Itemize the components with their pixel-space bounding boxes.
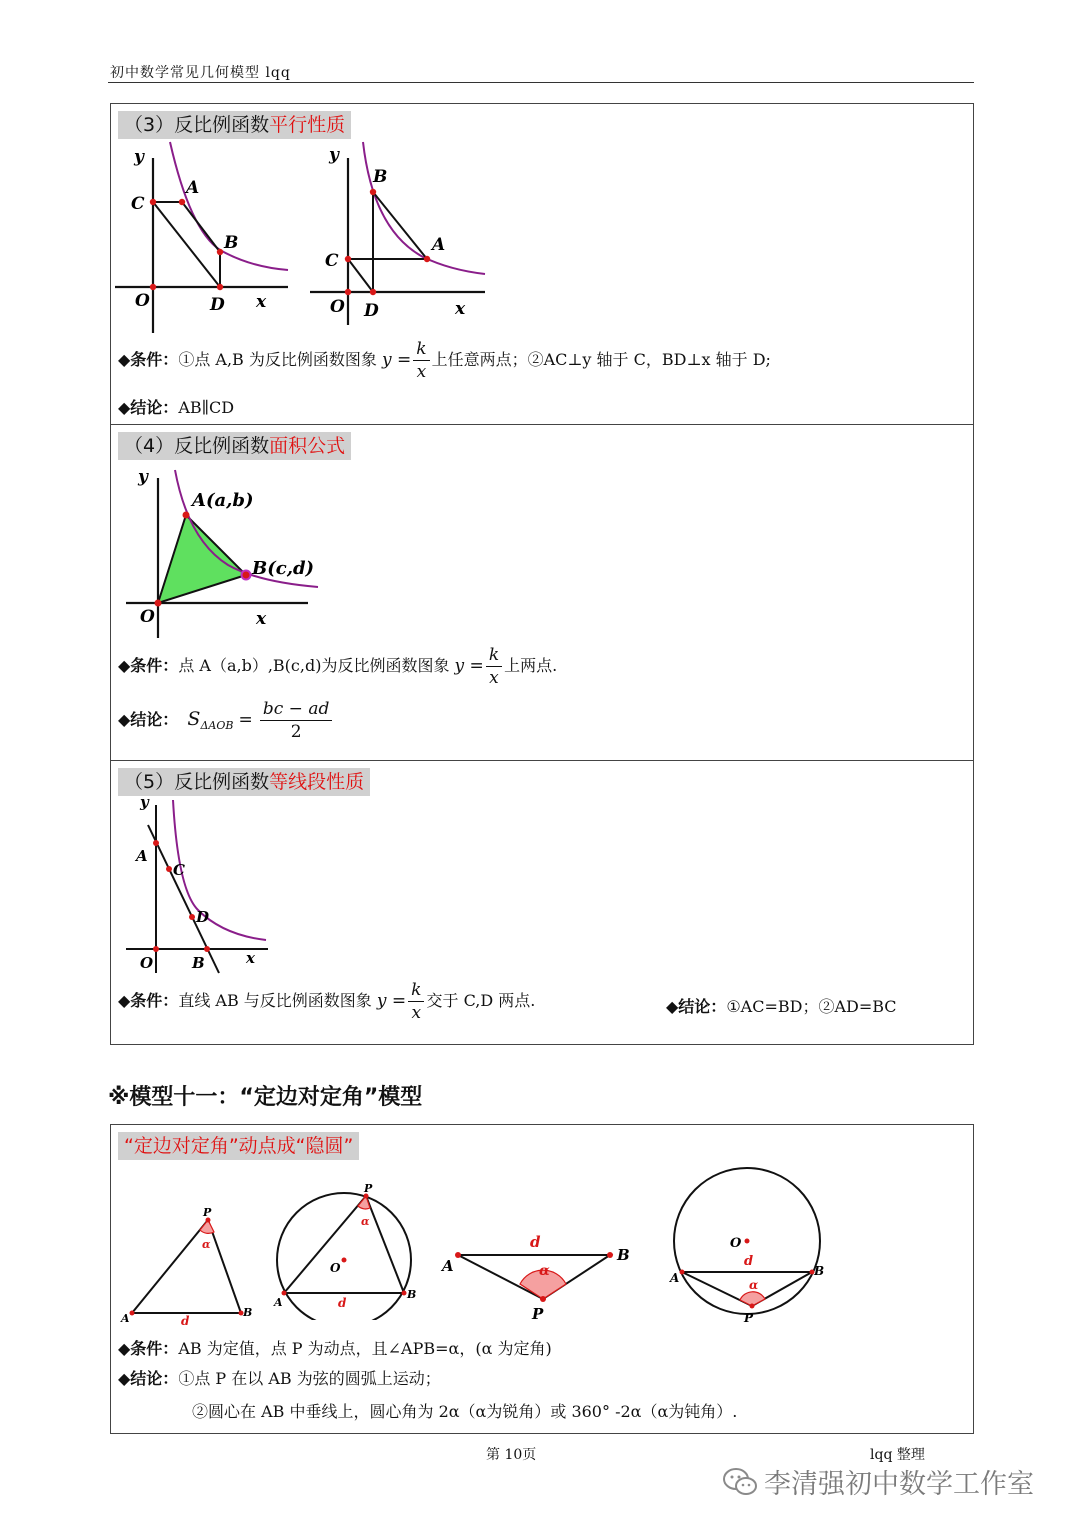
model-11-figure-obtuse xyxy=(438,1225,638,1325)
label-A: A xyxy=(670,1271,680,1285)
point-C xyxy=(166,866,172,872)
conclusion-label: ◆结论： xyxy=(118,1369,179,1388)
section-4-title xyxy=(118,432,351,460)
label-B: B xyxy=(373,167,388,187)
formula-denominator: x xyxy=(411,1003,422,1023)
conclusion-text: AB∥CD xyxy=(178,398,235,417)
label-A: A(a,b) xyxy=(192,490,254,511)
label-B: B xyxy=(224,233,239,253)
model-11-condition xyxy=(118,1336,552,1359)
area-equals: = xyxy=(238,710,253,730)
point-D xyxy=(370,289,376,295)
point-O xyxy=(150,284,156,290)
condition-text-1: 点 A（a,b）,B(c,d)为反比例函数图象 xyxy=(178,656,450,675)
section-5-title-highlight: 等线段性质 xyxy=(269,771,365,793)
section-3-title-highlight: 平行性质 xyxy=(269,114,346,136)
condition-label: ◆条件： xyxy=(118,991,179,1010)
label-A: A xyxy=(136,847,148,865)
label-B: B xyxy=(814,1264,825,1278)
conclusion-text-1: ①点 P 在以 AB 为弦的圆弧上运动； xyxy=(178,1369,441,1388)
label-B: B(c,d) xyxy=(252,558,315,579)
conclusion-label: ◆结论： xyxy=(118,710,179,729)
point-D xyxy=(217,284,223,290)
axis-y-label: y xyxy=(140,795,149,811)
point-A xyxy=(424,256,430,262)
point-O xyxy=(155,600,162,607)
area-symbol: S xyxy=(187,708,201,730)
label-alpha: α xyxy=(539,1263,550,1279)
conclusion-text-2: ②圆心在 AB 中垂线上，圆心角为 2α（α为锐角）或 360° -2α（α为钝角）. xyxy=(192,1402,738,1421)
point-B xyxy=(242,571,251,580)
label-B: B xyxy=(407,1288,417,1301)
condition-text-1: ①点 A,B 为反比例函数图象 xyxy=(178,350,377,369)
label-P: P xyxy=(532,1305,544,1323)
section-5-title xyxy=(118,768,370,796)
point-C xyxy=(150,199,156,205)
label-O: O xyxy=(330,1261,341,1275)
formula-lhs: y = xyxy=(376,991,407,1011)
formula-fraction xyxy=(413,338,429,383)
section-4-condition xyxy=(118,644,557,689)
section-4-conclusion xyxy=(118,698,334,743)
section-3-condition xyxy=(118,338,771,383)
footer-author: lqq 整理 xyxy=(870,1447,925,1463)
section-5-figure xyxy=(118,795,278,980)
model-11-figure-triangle xyxy=(115,1200,265,1330)
section-3-figure-1 xyxy=(110,140,300,340)
condition-text-2: 上任意两点；②AC⊥y 轴于 C，BD⊥x 轴于 D; xyxy=(431,350,771,369)
condition-label: ◆条件： xyxy=(118,350,179,369)
label-d: d xyxy=(338,1296,347,1310)
label-B: B xyxy=(192,954,205,972)
condition-text-2: 交于 C,D 两点. xyxy=(426,991,536,1010)
section-5-conclusion xyxy=(666,994,897,1017)
axis-x-label: x xyxy=(455,299,466,319)
formula-lhs: y = xyxy=(454,656,484,676)
formula-denominator: x xyxy=(489,668,499,688)
point-A xyxy=(179,199,185,205)
document-header: 初中数学常见几何模型 lqq xyxy=(110,65,291,81)
model-11-subtitle: “定边对定角”动点成“隐圆” xyxy=(118,1132,359,1160)
point-B xyxy=(204,946,210,952)
model-11-figure-circle-obtuse xyxy=(664,1160,844,1330)
section-5-condition xyxy=(118,979,535,1024)
label-P: P xyxy=(744,1311,754,1325)
label-D: D xyxy=(196,908,210,926)
section-4-title-prefix: （4）反比例函数 xyxy=(124,435,270,457)
formula-denominator: x xyxy=(416,362,427,382)
label-O: O xyxy=(140,607,155,627)
label-B: B xyxy=(617,1246,630,1264)
label-alpha: α xyxy=(361,1215,370,1228)
label-B: B xyxy=(243,1306,253,1319)
point-O xyxy=(345,289,351,295)
label-d: d xyxy=(530,1233,541,1251)
axis-y-label: y xyxy=(134,147,144,167)
axis-y-label: y xyxy=(329,145,339,165)
conclusion-label: ◆结论： xyxy=(666,997,727,1016)
label-A: A xyxy=(186,178,200,198)
model-11-figure-circle-acute xyxy=(268,1180,428,1320)
formula-numerator: k xyxy=(486,644,502,667)
point-B xyxy=(217,249,223,255)
axis-x-label: x xyxy=(256,292,267,312)
condition-label: ◆条件： xyxy=(118,656,179,675)
area-denominator: 2 xyxy=(290,722,302,742)
formula-numerator: k xyxy=(413,338,429,361)
page-number: 第 10页 xyxy=(486,1447,537,1463)
axis-x-label: x xyxy=(246,949,255,967)
label-D: D xyxy=(210,295,225,315)
label-O: O xyxy=(330,297,345,317)
label-C: C xyxy=(131,194,145,214)
formula-numerator: k xyxy=(408,979,424,1002)
label-alpha: α xyxy=(202,1238,211,1251)
section-3-figure-2 xyxy=(305,140,495,330)
wechat-icon xyxy=(722,1467,758,1497)
section-3-title xyxy=(118,111,351,139)
header-rule xyxy=(108,82,974,83)
point-C xyxy=(345,256,351,262)
axis-y-label: y xyxy=(138,467,148,487)
section-4-figure xyxy=(118,460,338,640)
point-A xyxy=(153,840,159,846)
formula-lhs: y = xyxy=(381,350,412,370)
conclusion-label: ◆结论： xyxy=(118,398,179,417)
area-numerator: bc − ad xyxy=(260,698,332,721)
section-4-title-highlight: 面积公式 xyxy=(269,435,346,457)
label-A: A xyxy=(121,1312,130,1325)
condition-text-2: 上两点. xyxy=(504,656,558,675)
label-alpha: α xyxy=(749,1278,759,1292)
label-A: A xyxy=(432,235,446,255)
model-11-conclusion xyxy=(118,1366,441,1389)
label-O: O xyxy=(730,1236,742,1251)
watermark xyxy=(722,1462,1034,1501)
point-A xyxy=(183,512,190,519)
label-D: D xyxy=(364,301,379,321)
formula-fraction xyxy=(408,979,424,1024)
model-11-title: ※模型十一：“定边对定角”模型 xyxy=(108,1085,423,1110)
label-O: O xyxy=(135,291,150,311)
model-11-conclusion-2 xyxy=(192,1399,737,1422)
label-O: O xyxy=(140,954,154,972)
section-5-title-prefix: （5）反比例函数 xyxy=(124,771,270,793)
area-fraction xyxy=(260,698,332,743)
label-P: P xyxy=(203,1206,212,1219)
point-D xyxy=(189,914,195,920)
area-subscript: ΔAOB xyxy=(200,719,234,733)
section-3-conclusion xyxy=(118,395,234,418)
point-B xyxy=(370,189,376,195)
label-d: d xyxy=(744,1254,754,1269)
condition-text: AB 为定值，点 P 为动点，且∠APB=α，(α 为定角) xyxy=(178,1339,552,1358)
condition-text-1: 直线 AB 与反比例函数图象 xyxy=(178,991,372,1010)
label-C: C xyxy=(173,861,185,879)
label-d: d xyxy=(181,1314,190,1328)
formula-fraction xyxy=(486,644,502,689)
watermark-text: 李清强初中数学工作室 xyxy=(764,1469,1034,1500)
point-O xyxy=(153,946,159,952)
label-P: P xyxy=(364,1182,373,1195)
axis-x-label: x xyxy=(256,609,267,629)
label-A: A xyxy=(442,1257,454,1275)
condition-label: ◆条件： xyxy=(118,1339,179,1358)
label-A: A xyxy=(274,1296,283,1309)
label-C: C xyxy=(325,251,339,271)
conclusion-text: ①AC=BD；②AD=BC xyxy=(726,997,897,1016)
section-3-title-prefix: （3）反比例函数 xyxy=(124,114,270,136)
